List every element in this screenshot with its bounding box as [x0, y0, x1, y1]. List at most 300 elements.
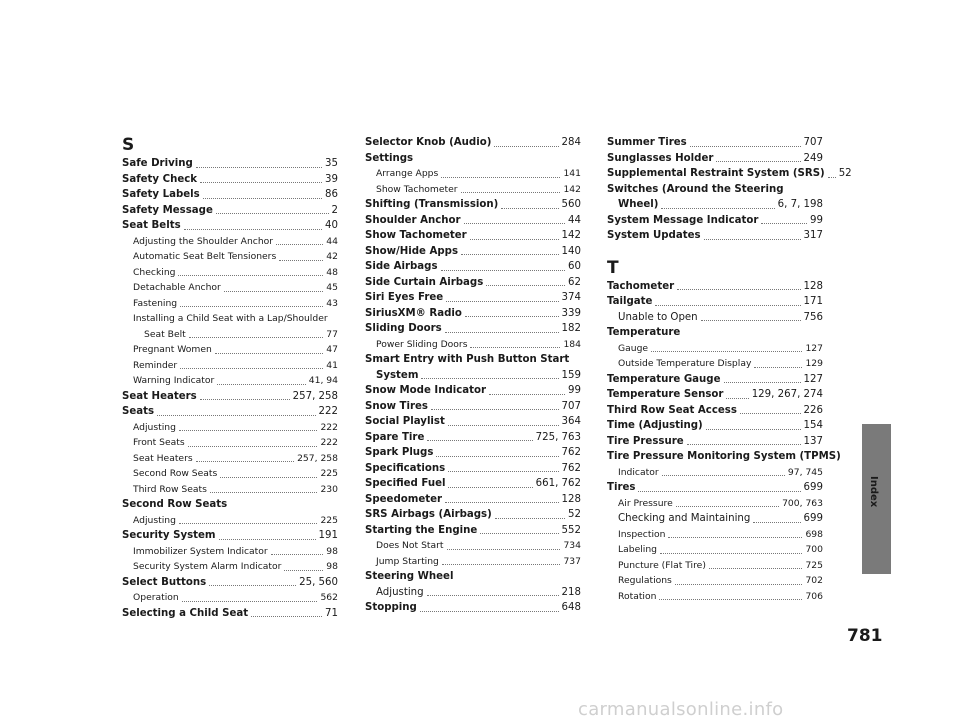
- dot-leader: [180, 368, 323, 369]
- page-reference: 700: [805, 544, 823, 555]
- page-reference: 707: [803, 137, 823, 148]
- page-reference: 71: [325, 607, 338, 619]
- dot-leader: [675, 584, 803, 585]
- entry-term: Automatic Seat Belt Tensioners: [133, 251, 277, 262]
- dot-leader: [441, 177, 560, 178]
- page-reference: 41, 94: [308, 375, 338, 386]
- page-reference: 222: [318, 406, 338, 417]
- entry-term: Third Row Seats: [133, 483, 207, 495]
- page-reference: 98: [326, 561, 338, 572]
- page-reference: 52: [838, 168, 852, 179]
- page-reference: 661, 762: [535, 478, 581, 489]
- page-reference: 40: [325, 220, 338, 231]
- page-reference: 98: [326, 545, 338, 557]
- index-entry: [607, 480, 823, 496]
- entry-term: Jump Starting: [376, 555, 439, 567]
- dot-leader: [216, 213, 329, 214]
- index-entry: [607, 182, 823, 198]
- index-entry: [607, 228, 823, 244]
- index-entry: [607, 449, 841, 465]
- index-side-tab-label: Index: [868, 476, 879, 508]
- page-reference: 222: [320, 437, 338, 448]
- index-subentry: [122, 358, 338, 374]
- index-entry: [607, 372, 823, 388]
- dot-leader: [251, 616, 322, 617]
- page-reference: 707: [561, 400, 581, 412]
- entry-term: Security System: [122, 530, 216, 541]
- page-reference: 552: [561, 524, 581, 536]
- index-subentry: [365, 182, 581, 198]
- index-entry: [122, 172, 338, 188]
- page-number: 781: [847, 626, 883, 646]
- page-reference: 99: [568, 385, 581, 396]
- index-entry: [365, 399, 581, 415]
- entry-term: Steering Wheel: [365, 571, 454, 582]
- index-entry: [365, 306, 581, 322]
- page-reference: 137: [803, 435, 823, 447]
- entry-term: Summer Tires: [607, 137, 687, 148]
- entry-term: Adjusting: [376, 586, 424, 598]
- dot-leader: [447, 549, 561, 550]
- dot-leader: [448, 487, 532, 488]
- entry-term: Time (Adjusting): [607, 420, 703, 431]
- entry-term: Siri Eyes Free: [365, 292, 444, 303]
- index-subentry: [607, 558, 823, 574]
- index-subentry: [122, 544, 338, 560]
- entry-term: Snow Tires: [365, 400, 428, 412]
- page-reference: 25, 560: [299, 576, 338, 588]
- entry-term: Shoulder Anchor: [365, 214, 461, 226]
- page-reference: 222: [320, 421, 338, 433]
- index-subentry: [122, 327, 338, 343]
- page-reference: 560: [561, 199, 581, 210]
- dot-leader: [716, 161, 800, 162]
- entry-term: Selecting a Child Seat: [122, 607, 249, 619]
- page-reference: 317: [803, 230, 823, 241]
- index-subentry: [607, 573, 823, 589]
- page-reference: 140: [561, 245, 581, 257]
- dot-leader: [180, 306, 323, 307]
- entry-term: Show Tachometer: [365, 230, 467, 241]
- page-reference: 226: [803, 404, 823, 416]
- entry-term: Safe Driving: [122, 158, 193, 169]
- dot-leader: [761, 223, 807, 224]
- dot-leader: [448, 471, 558, 472]
- entry-term: System: [376, 369, 419, 381]
- page-reference: 171: [803, 296, 823, 307]
- dot-leader: [446, 301, 558, 302]
- index-subentry: [607, 496, 823, 512]
- page-reference: 129, 267, 274: [751, 389, 823, 400]
- page-reference: 86: [325, 189, 338, 200]
- entry-term: Spark Plugs: [365, 447, 434, 458]
- index-entry: [365, 383, 581, 399]
- entry-term: Sliding Doors: [365, 323, 442, 334]
- entry-term: Snow Mode Indicator: [365, 385, 487, 396]
- page-reference: 42: [326, 251, 338, 262]
- dot-leader: [200, 399, 290, 400]
- entry-term: Labeling: [618, 544, 657, 555]
- entry-term: Inspection: [618, 528, 666, 540]
- dot-leader: [200, 182, 322, 183]
- dot-leader: [480, 533, 558, 534]
- dot-leader: [436, 456, 558, 457]
- entry-term: Side Curtain Airbags: [365, 276, 484, 288]
- dot-leader: [470, 347, 560, 348]
- entry-term: Adjusting: [133, 514, 176, 526]
- page-reference: 734: [563, 540, 581, 551]
- section-letter: S: [122, 135, 135, 155]
- dot-leader: [184, 229, 322, 230]
- page-reference: 230: [320, 483, 338, 495]
- index-subentry: [122, 280, 338, 296]
- index-entry: [607, 325, 823, 341]
- dot-leader: [676, 506, 779, 507]
- dot-leader: [461, 254, 559, 255]
- page-reference: 48: [326, 266, 338, 278]
- dot-leader: [726, 398, 748, 399]
- entry-term: Gauge: [618, 342, 649, 354]
- entry-term: Spare Tire: [365, 431, 425, 443]
- dot-leader: [659, 599, 802, 600]
- index-entry: [365, 151, 581, 167]
- entry-term: Tires: [607, 482, 636, 493]
- entry-term: Operation: [133, 592, 179, 603]
- index-entry: [365, 368, 581, 384]
- index-subentry: [365, 337, 581, 353]
- dot-leader: [655, 305, 800, 306]
- entry-term: Selector Knob (Audio): [365, 137, 492, 148]
- page-reference: 141: [563, 168, 581, 179]
- dot-leader: [501, 208, 558, 209]
- index-entry: [365, 197, 581, 213]
- index-entry: [607, 279, 823, 295]
- index-entry: [365, 414, 581, 430]
- entry-term: Specifications: [365, 462, 446, 474]
- page-reference: 218: [561, 586, 581, 598]
- index-subentry: [122, 466, 338, 482]
- index-entry: [365, 213, 581, 229]
- watermark: carmanualsonline.info: [578, 699, 784, 720]
- entry-term: SiriusXM® Radio: [365, 307, 462, 319]
- page-reference: 43: [326, 297, 338, 309]
- page-reference: 97, 745: [787, 466, 823, 478]
- index-entry: [607, 213, 823, 229]
- dot-leader: [188, 446, 318, 447]
- page-reference: 44: [326, 235, 338, 247]
- entry-term: Tire Pressure: [607, 435, 684, 447]
- entry-term: Seat Belt: [144, 328, 186, 340]
- dot-leader: [157, 415, 315, 416]
- dot-leader: [427, 440, 532, 441]
- dot-leader: [271, 554, 324, 555]
- page-reference: 257, 258: [292, 390, 338, 402]
- index-subentry: [607, 465, 823, 481]
- dot-leader: [196, 167, 322, 168]
- page-reference: 225: [320, 514, 338, 526]
- index-subentry: [122, 420, 338, 436]
- dot-leader: [420, 611, 559, 612]
- index-entry: [607, 387, 823, 403]
- page-reference: 756: [803, 311, 823, 323]
- page-reference: 182: [561, 323, 581, 334]
- entry-term: Safety Labels: [122, 189, 200, 200]
- page-reference: 706: [805, 590, 823, 602]
- index-entry: [365, 523, 581, 539]
- index-subentry: [607, 511, 823, 527]
- entry-term: Seat Heaters: [122, 390, 197, 402]
- index-subentry: [607, 589, 823, 605]
- page-reference: 35: [325, 158, 338, 169]
- entry-term: Seat Heaters: [133, 452, 193, 464]
- page-reference: 127: [803, 373, 823, 385]
- entry-term: Does Not Start: [376, 540, 444, 551]
- dot-leader: [189, 337, 324, 338]
- page-reference: 39: [325, 173, 338, 185]
- dot-leader: [668, 537, 802, 538]
- page-reference: 184: [563, 338, 581, 350]
- index-entry: [607, 403, 823, 419]
- entry-term: Wheel): [618, 199, 659, 210]
- index-entry: [122, 497, 338, 513]
- entry-term: Checking: [133, 266, 176, 278]
- entry-term: Air Pressure: [618, 497, 673, 509]
- dot-leader: [494, 146, 558, 147]
- entry-term: Puncture (Flat Tire): [618, 559, 706, 571]
- index-entry: [365, 600, 581, 616]
- page-reference: 41: [326, 359, 338, 371]
- entry-term: Safety Message: [122, 204, 213, 216]
- dot-leader: [660, 553, 802, 554]
- dot-leader: [217, 384, 305, 385]
- page-reference: 364: [561, 416, 581, 427]
- dot-leader: [709, 568, 803, 569]
- entry-term: Specified Fuel: [365, 478, 446, 489]
- index-subentry: [122, 249, 338, 265]
- dot-leader: [465, 316, 559, 317]
- dot-leader: [661, 208, 774, 209]
- entry-term: Third Row Seat Access: [607, 404, 737, 416]
- index-entry: [365, 321, 581, 337]
- index-subentry: [607, 341, 823, 357]
- dot-leader: [677, 289, 800, 290]
- dot-leader: [704, 239, 801, 240]
- index-entry: [122, 575, 338, 591]
- page-reference: 699: [803, 513, 823, 524]
- index-entry: [365, 461, 581, 477]
- index-subentry: [365, 585, 581, 601]
- entry-term: Adjusting: [133, 421, 176, 433]
- page-reference: 762: [561, 462, 581, 474]
- page-reference: 191: [318, 530, 338, 541]
- index-subentry: [122, 342, 338, 358]
- entry-term: Power Sliding Doors: [376, 338, 468, 350]
- entry-term: Sunglasses Holder: [607, 152, 714, 164]
- entry-term: Fastening: [133, 297, 178, 309]
- index-subentry: [607, 356, 823, 372]
- index-subentry: [607, 542, 823, 558]
- entry-term: Starting the Engine: [365, 524, 478, 536]
- entry-term: Indicator: [618, 466, 659, 478]
- index-entry: [122, 187, 338, 203]
- dot-leader: [442, 564, 561, 565]
- dot-leader: [464, 223, 565, 224]
- index-entry: [365, 259, 581, 275]
- dot-leader: [276, 244, 323, 245]
- page-reference: 374: [561, 292, 581, 303]
- entry-term: Regulations: [618, 575, 672, 586]
- dot-leader: [701, 320, 801, 321]
- entry-term: Checking and Maintaining: [618, 513, 751, 524]
- dot-leader: [448, 425, 559, 426]
- dot-leader: [182, 601, 318, 602]
- index-entry: [607, 197, 823, 213]
- dot-leader: [828, 177, 836, 178]
- entry-term: Tachometer: [607, 280, 675, 292]
- index-subentry: [122, 451, 338, 467]
- index-entry: [365, 135, 581, 151]
- entry-term: Select Buttons: [122, 576, 207, 588]
- index-subentry: [122, 373, 338, 389]
- entry-term: Detachable Anchor: [133, 282, 221, 293]
- dot-leader: [489, 394, 565, 395]
- entry-term: System Message Indicator: [607, 214, 759, 226]
- section-letter: T: [607, 257, 619, 278]
- dot-leader: [470, 239, 559, 240]
- dot-leader: [690, 146, 801, 147]
- entry-term: Seat Belts: [122, 220, 181, 231]
- index-entry: [365, 476, 581, 492]
- entry-term: Unable to Open: [618, 311, 698, 323]
- index-entry: [607, 151, 823, 167]
- index-subentry: [122, 311, 338, 327]
- page-reference: 762: [561, 447, 581, 458]
- page-reference: 127: [805, 342, 823, 354]
- entry-term: Outside Temperature Display: [618, 358, 752, 369]
- index-entry: [607, 166, 852, 182]
- dot-leader: [754, 367, 802, 368]
- page-reference: 2: [331, 204, 338, 216]
- index-entry: [365, 492, 581, 508]
- page-reference: 284: [561, 137, 581, 148]
- page-reference: 128: [803, 280, 823, 292]
- entry-term: Immobilizer System Indicator: [133, 545, 268, 557]
- entry-term: Tire Pressure Monitoring System (TPMS): [607, 451, 841, 462]
- dot-leader: [427, 595, 559, 596]
- entry-term: System Updates: [607, 230, 701, 241]
- entry-term: Social Playlist: [365, 416, 445, 427]
- dot-leader: [662, 475, 785, 476]
- page-reference: 737: [563, 555, 581, 567]
- entry-term: Settings: [365, 152, 414, 164]
- entry-term: Installing a Child Seat with a Lap/Shoulder: [133, 313, 328, 324]
- page-reference: 142: [563, 183, 581, 195]
- index-entry: [607, 434, 823, 450]
- dot-leader: [638, 491, 800, 492]
- index-column-1: [122, 135, 338, 621]
- dot-leader: [215, 353, 323, 354]
- entry-term: Side Airbags: [365, 261, 438, 272]
- entry-term: Show/Hide Apps: [365, 245, 459, 257]
- dot-leader: [220, 477, 317, 478]
- entry-term: Supplemental Restraint System (SRS): [607, 168, 825, 179]
- dot-leader: [209, 585, 296, 586]
- index-entry: [365, 290, 581, 306]
- dot-leader: [441, 270, 566, 271]
- page-reference: 44: [568, 214, 581, 226]
- page-reference: 129: [805, 358, 823, 369]
- index-entry: [365, 430, 581, 446]
- dot-leader: [445, 332, 559, 333]
- index-entry: [607, 418, 823, 434]
- entry-term: Adjusting the Shoulder Anchor: [133, 235, 274, 247]
- page-reference: 99: [810, 214, 823, 226]
- entry-term: Pregnant Women: [133, 344, 212, 355]
- page-reference: 702: [805, 575, 823, 586]
- dot-leader: [724, 382, 801, 383]
- index-entry: [122, 203, 338, 219]
- index-subentry: [122, 435, 338, 451]
- dot-leader: [687, 444, 801, 445]
- index-column-3: [607, 135, 852, 604]
- index-entry: [607, 135, 823, 151]
- index-subentry: [122, 559, 338, 575]
- dot-leader: [445, 502, 558, 503]
- page-reference: 725: [805, 559, 823, 571]
- dot-leader: [421, 378, 558, 379]
- entry-term: Safety Check: [122, 173, 198, 185]
- index-subentry: [365, 554, 581, 570]
- dot-leader: [224, 291, 323, 292]
- entry-term: Temperature Gauge: [607, 373, 721, 385]
- dot-leader: [219, 539, 316, 540]
- index-subentry: [122, 265, 338, 281]
- index-entry: [365, 445, 581, 461]
- page-reference: 154: [803, 420, 823, 431]
- page-reference: 225: [320, 468, 338, 479]
- entry-term: Smart Entry with Push Button Start: [365, 354, 570, 365]
- dot-leader: [203, 198, 322, 199]
- index-entry: [122, 389, 338, 405]
- page-reference: 257, 258: [297, 452, 338, 464]
- dot-leader: [196, 461, 294, 462]
- dot-leader: [179, 523, 318, 524]
- page-reference: 699: [803, 482, 823, 493]
- page-reference: 700, 763: [782, 497, 823, 509]
- index-subentry: [122, 482, 338, 498]
- page-reference: 562: [320, 592, 338, 603]
- index-entry: [122, 218, 338, 234]
- index-subentry: [122, 296, 338, 312]
- dot-leader: [495, 518, 565, 519]
- entry-term: Tailgate: [607, 296, 653, 307]
- index-entry: [607, 294, 823, 310]
- page-reference: 60: [568, 261, 581, 272]
- dot-leader: [279, 260, 323, 261]
- entry-term: Temperature Sensor: [607, 389, 724, 400]
- index-entry: [365, 352, 581, 368]
- index-subentry: [607, 310, 823, 326]
- page-reference: 698: [805, 528, 823, 540]
- page-reference: 725, 763: [535, 431, 581, 443]
- page-reference: 77: [326, 328, 338, 340]
- page-reference: 128: [561, 493, 581, 505]
- index-subentry: [607, 527, 823, 543]
- dot-leader: [210, 492, 318, 493]
- dot-leader: [753, 522, 800, 523]
- entry-term: Front Seats: [133, 437, 185, 448]
- index-entry: [122, 606, 338, 622]
